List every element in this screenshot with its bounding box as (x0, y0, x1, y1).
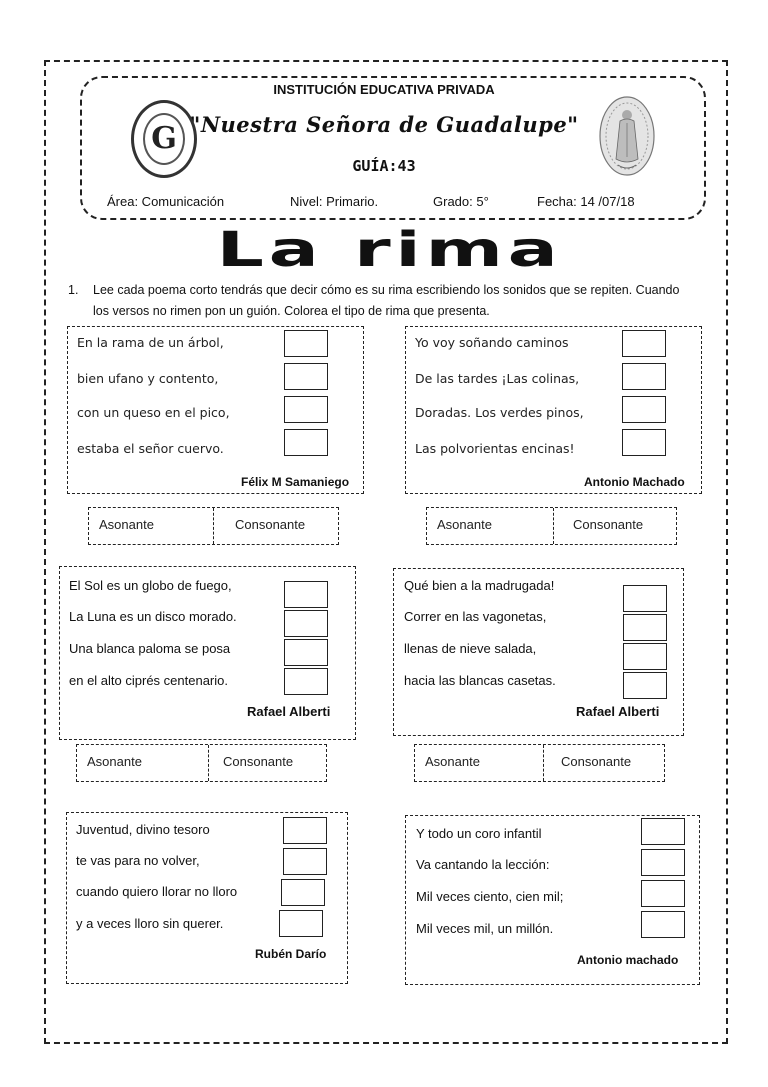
rhyme-answer-box[interactable] (284, 668, 328, 695)
rhyme-answer-box[interactable] (284, 330, 328, 357)
verse: Yo voy soñando caminos (415, 335, 569, 350)
rhyme-answer-box[interactable] (283, 817, 327, 844)
verse: Correr en las vagonetas, (404, 609, 547, 624)
school-name: "Nuestra Señora de Guadalupe" (189, 112, 579, 137)
rhyme-answer-box[interactable] (622, 429, 666, 456)
rhyme-answer-box[interactable] (641, 880, 685, 907)
level-field: Nivel: Primario. (290, 194, 379, 209)
guide-number: GUÍA:43 (352, 157, 416, 175)
rhyme-answer-box[interactable] (279, 910, 323, 937)
verse: hacia las blancas casetas. (404, 673, 556, 688)
verse: con un queso en el pico, (77, 405, 230, 420)
rhyme-answer-box[interactable] (623, 672, 667, 699)
verse: estaba el señor cuervo. (77, 441, 224, 456)
rhyme-answer-box[interactable] (284, 396, 328, 423)
consonante-option[interactable]: Consonante (223, 754, 294, 769)
rhyme-answer-box[interactable] (284, 363, 328, 390)
rhyme-answer-box[interactable] (623, 614, 667, 641)
rhyme-answer-box[interactable] (623, 643, 667, 670)
verse: Una blanca paloma se posa (69, 641, 231, 656)
rhyme-answer-box[interactable] (283, 848, 327, 875)
verse: Qué bien a la madrugada! (404, 578, 555, 593)
school-type: INSTITUCIÓN EDUCATIVA PRIVADA (273, 82, 495, 97)
instruction (68, 280, 698, 322)
verse: Mil veces mil, un millón. (416, 921, 554, 936)
rhyme-type-selector (414, 744, 665, 782)
rhyme-answer-box[interactable] (284, 429, 328, 456)
rhyme-answer-box[interactable] (284, 581, 328, 608)
rhyme-divider (208, 745, 209, 781)
rhyme-answer-box[interactable] (284, 639, 328, 666)
verse: cuando quiero llorar no lloro (76, 884, 238, 899)
rhyme-divider (213, 508, 214, 544)
asonante-option[interactable]: Asonante (99, 517, 154, 532)
verse: te vas para no volver, (76, 853, 200, 868)
verse: bien ufano y contento, (77, 371, 219, 386)
instruction-number: 1. (68, 283, 79, 297)
rhyme-divider (543, 745, 544, 781)
instruction-text: Lee cada poema corto tendrás que decir cómo es su rima escribiendo los sonidos que se repiten. Cuando los versos no rimen pon un guión. Colorea el tipo de rima que presenta. (93, 283, 680, 318)
asonante-option[interactable]: Asonante (437, 517, 492, 532)
verse: La Luna es un disco morado. (69, 609, 237, 624)
rhyme-answer-box[interactable] (281, 879, 325, 906)
rhyme-answer-box[interactable] (622, 330, 666, 357)
rhyme-type-selector (76, 744, 327, 782)
rhyme-type-selector (88, 507, 339, 545)
verse: y a veces lloro sin querer. (76, 916, 224, 931)
date-field: Fecha: 14 /07/18 (537, 194, 635, 209)
rhyme-divider (553, 508, 554, 544)
verse: llenas de nieve salada, (404, 641, 537, 656)
consonante-option[interactable]: Consonante (573, 517, 644, 532)
verse: Y todo un coro infantil (416, 826, 542, 841)
verse: En la rama de un árbol, (77, 335, 224, 350)
rhyme-answer-box[interactable] (641, 911, 685, 938)
area-field: Área: Comunicación (107, 194, 225, 209)
verse: El Sol es un globo de fuego, (69, 578, 232, 593)
verse: Juventud, divino tesoro (76, 822, 210, 837)
rhyme-answer-box[interactable] (641, 849, 685, 876)
verse: De las tardes ¡Las colinas, (415, 371, 580, 386)
asonante-option[interactable]: Asonante (87, 754, 142, 769)
rhyme-answer-box[interactable] (284, 610, 328, 637)
verse: en el alto ciprés centenario. (69, 673, 228, 688)
seal-letter: G (151, 121, 177, 156)
rhyme-answer-box[interactable] (622, 363, 666, 390)
rhyme-answer-box[interactable] (623, 585, 667, 612)
consonante-option[interactable]: Consonante (235, 517, 306, 532)
asonante-option[interactable]: Asonante (425, 754, 480, 769)
poem-author: Antonio machado (577, 953, 679, 967)
poem-author: Rubén Darío (255, 947, 327, 961)
school-seal-logo (131, 100, 197, 178)
virgin-guadalupe-image (598, 95, 656, 177)
poem-author: Félix M Samaniego (241, 475, 350, 489)
verse: Mil veces ciento, cien mil; (416, 889, 564, 904)
verse: Las polvorientas encinas! (415, 441, 575, 456)
rhyme-type-selector (426, 507, 677, 545)
rhyme-answer-box[interactable] (641, 818, 685, 845)
verse: Va cantando la lección: (416, 857, 550, 872)
poem-author: Rafael Alberti (247, 704, 331, 719)
poem-author: Antonio Machado (584, 475, 685, 489)
poem-author: Rafael Alberti (576, 704, 660, 719)
worksheet-title: La rima (216, 222, 563, 278)
grade-field: Grado: 5° (433, 194, 489, 209)
verse: Doradas. Los verdes pinos, (415, 405, 584, 420)
seal-inner-ring (143, 113, 185, 165)
rhyme-answer-box[interactable] (622, 396, 666, 423)
consonante-option[interactable]: Consonante (561, 754, 632, 769)
